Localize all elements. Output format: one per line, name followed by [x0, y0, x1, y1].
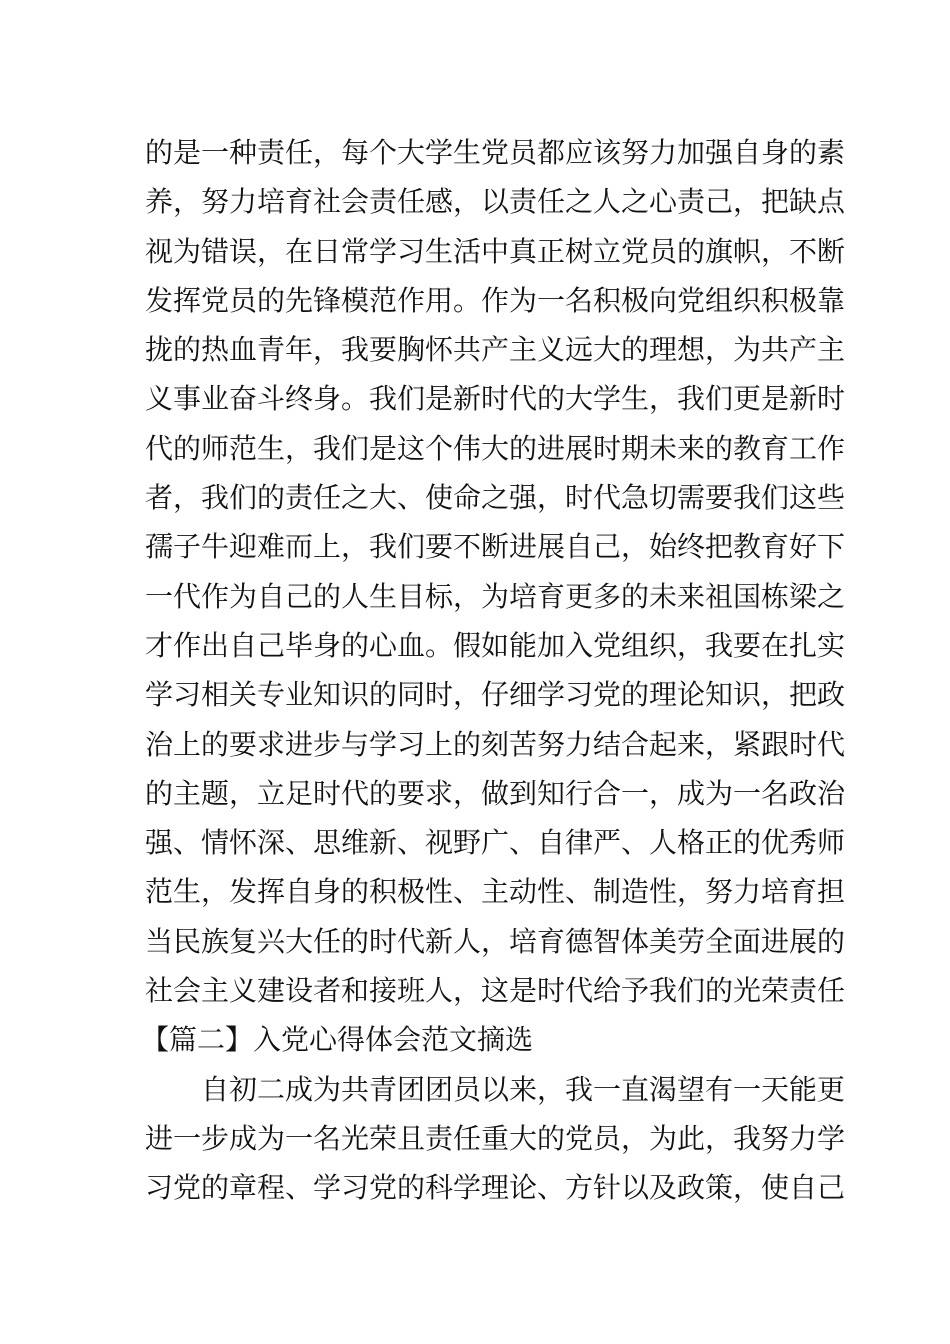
body-line-1: 的是一种责任，每个大学生党员都应该努力加强自身的素 — [145, 136, 846, 169]
section-line-3: 习党的章程、学习党的科学理论、方针以及政策，使自己 — [145, 1171, 846, 1205]
body-line-12: 学习相关专业知识的同时，仔细学习党的理论知识，把政 — [145, 678, 846, 712]
body-line-11: 才作出自己毕身的心血。假如能加入党组织，我要在扎实 — [145, 628, 846, 662]
body-line-9: 孺子牛迎难而上，我们要不断进展自己，始终把教育好下 — [145, 530, 846, 564]
section-heading: 【篇二】入党心得体会范文摘选 — [141, 1023, 534, 1057]
body-line-16: 范生，发挥自身的积极性、主动性、制造性，努力培育担 — [145, 875, 846, 909]
body-line-4: 发挥党员的先锋模范作用。作为一名积极向党组织积极靠 — [145, 283, 846, 317]
body-line-3: 视为错误，在日常学习生活中真正树立党员的旗帜，不断 — [145, 234, 846, 268]
body-line-8: 者，我们的责任之大、使命之强，时代急切需要我们这些 — [145, 481, 846, 515]
body-line-7: 代的师范生，我们是这个伟大的进展时期未来的教育工作 — [145, 431, 846, 465]
body-line-18: 社会主义建设者和接班人，这是时代给予我们的光荣责任 — [145, 974, 846, 1008]
section-line-1: 自初二成为共青团团员以来，我一直渴望有一天能更 — [201, 1072, 846, 1106]
body-line-5: 拢的热血青年，我要胸怀共产主义远大的理想，为共产主 — [145, 333, 846, 367]
body-line-10: 一代作为自己的人生目标，为培育更多的未来祖国栋梁之 — [145, 579, 846, 613]
body-line-2: 养，努力培育社会责任感，以责任之人之心责己，把缺点 — [145, 185, 846, 219]
body-line-13: 治上的要求进步与学习上的刻苦努力结合起来，紧跟时代 — [145, 727, 846, 761]
body-line-14: 的主题，立足时代的要求，做到知行合一，成为一名政治 — [145, 776, 846, 810]
body-line-17: 当民族复兴大任的时代新人，培育德智体美劳全面进展的 — [145, 924, 846, 958]
body-line-6: 义事业奋斗终身。我们是新时代的大学生，我们更是新时 — [145, 382, 846, 416]
section-line-2: 进一步成为一名光荣且责任重大的党员，为此，我努力学 — [145, 1121, 846, 1155]
document-body — [141, 128, 846, 1213]
body-line-15: 强、情怀深、思维新、视野广、自律严、人格正的优秀师 — [145, 826, 846, 860]
